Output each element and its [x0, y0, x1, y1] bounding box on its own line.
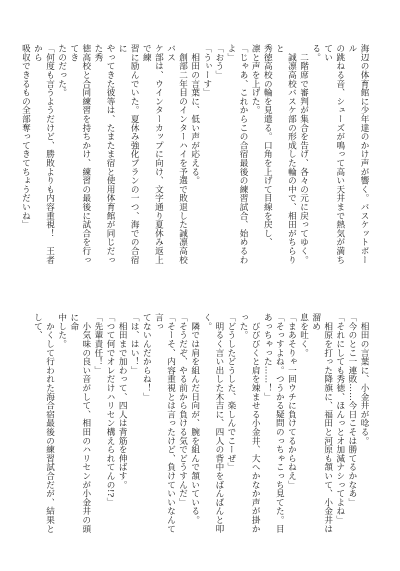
- top-text-line: たのだった。: [56, 44, 67, 97]
- bottom-text-line: あっちゃった……！」: [262, 313, 273, 401]
- top-text-line: の跳ねる音、シューズが鳴って高い天井まで熱気が満ちてい: [322, 44, 345, 264]
- bottom-text-line: てないんだからね！」: [141, 313, 152, 401]
- top-text-line: 秀徳高校の輪を見遣る。口角を上げて目線を戻し、: [262, 44, 273, 247]
- bottom-text-line: 「そうだぞ、やる前から負ける気でどうすんだ」: [177, 313, 188, 507]
- top-text-line: 吸収できるもの全部奪ってきてちょうだいね」: [20, 44, 31, 229]
- bottom-text-line: 小気味の良い音がして、相田のハリセンが小金井の頭に命: [68, 313, 91, 533]
- bottom-text-line: 「先輩責任！」: [92, 313, 103, 375]
- top-text-line: 二階席で審判が集合を告げ、各々の元に戻ってゆく。: [298, 44, 309, 264]
- bottom-text-line: 隣では肩を組んだ日向が、腕を組んで頷いている。: [189, 313, 200, 525]
- bottom-text-line: 「まあそりゃ一回ウチに負けてるからねえ」: [286, 313, 297, 489]
- top-text-line: 「おう」: [213, 44, 224, 80]
- top-text-line: 「うぃーす」: [201, 44, 212, 97]
- bottom-text-line: 相原を打った降旗に、福田と河原も頷いて、小金井は溜め: [310, 313, 333, 533]
- bottom-text-block: [26, 313, 370, 541]
- top-text-line: 凛と声を上げた。: [250, 44, 261, 115]
- bottom-text-line: かくして行われた海合宿最後の練習試合だが、結果として、: [32, 313, 55, 533]
- bottom-text-line: 相田の言葉に、小金井が唸る。: [359, 313, 369, 445]
- top-text-line: 「何度も言うようだけど、勝敗よりも内容重視！ 王者から: [32, 44, 55, 264]
- bottom-text-line: びびびくと肩を竦ませる小金井、大へかなか声が掛かった。: [238, 313, 261, 533]
- bottom-text-line: 息を吐く。: [298, 313, 309, 357]
- top-text-line: 「じゃあ、これからこの合宿最後の練習試合、始めるわよ」: [225, 44, 249, 264]
- top-text-line: やってきた彼等は、たまたま宿と使用体育館が同じだった秀: [92, 44, 116, 264]
- top-text-line: 相田の言葉に、低い声が応える。: [189, 44, 200, 185]
- bottom-text-line: 「そっすよね。つうかる疑問のっちゃこっち見てた。目: [274, 313, 285, 533]
- bottom-text-line: 「は、はい！」: [129, 313, 140, 375]
- top-text-line: 創部二年目のインターハイを予選で敗退した誠凛高校バス: [165, 44, 188, 264]
- bottom-text-line: 明るく言い出した木吉に、四人の背中をばんばんと叩く。: [201, 313, 224, 533]
- top-text-block: [20, 44, 370, 272]
- bottom-text-line: 中した。: [56, 313, 67, 349]
- top-text-line: 徳高校と合同練習を持ちかけ、練習の最後に試合を行ってき: [68, 44, 91, 264]
- top-text-line: る。: [310, 44, 321, 62]
- top-text-line: 海辺の体育館に少年達のかけ声が響く。バスケットボール: [346, 44, 369, 264]
- top-text-line: 誠凛高校バスケ部の形成した輪の中で、相田がちらりと: [274, 44, 297, 264]
- bottom-text-line: 「どうしたどうした、楽しんでこーぜ」: [225, 313, 236, 472]
- bottom-text-line: 「つて何でオレだけハリセン構えられてんの!?」: [105, 313, 116, 507]
- bottom-text-line: 相田まで加わって、四人は背筋を伸ばす。: [117, 313, 128, 489]
- bottom-text-line: 「それにしても秀徳、ほんっとオ加減ナシってよね」: [334, 313, 345, 525]
- top-text-line: ケ部は、ウインターカップに向け、文字通り夏休み返上で練: [141, 44, 164, 264]
- top-text-line: 習に励んでいた。夏休み強化プランの一つ、海での合宿に: [117, 44, 140, 264]
- bottom-text-line: 「今のとこ一連敗……今日こそは勝てるかなあ」: [346, 313, 357, 507]
- bottom-text-line: 「そーそ、内容重視とは言ったけど、負けていいなんて言っ: [153, 313, 176, 533]
